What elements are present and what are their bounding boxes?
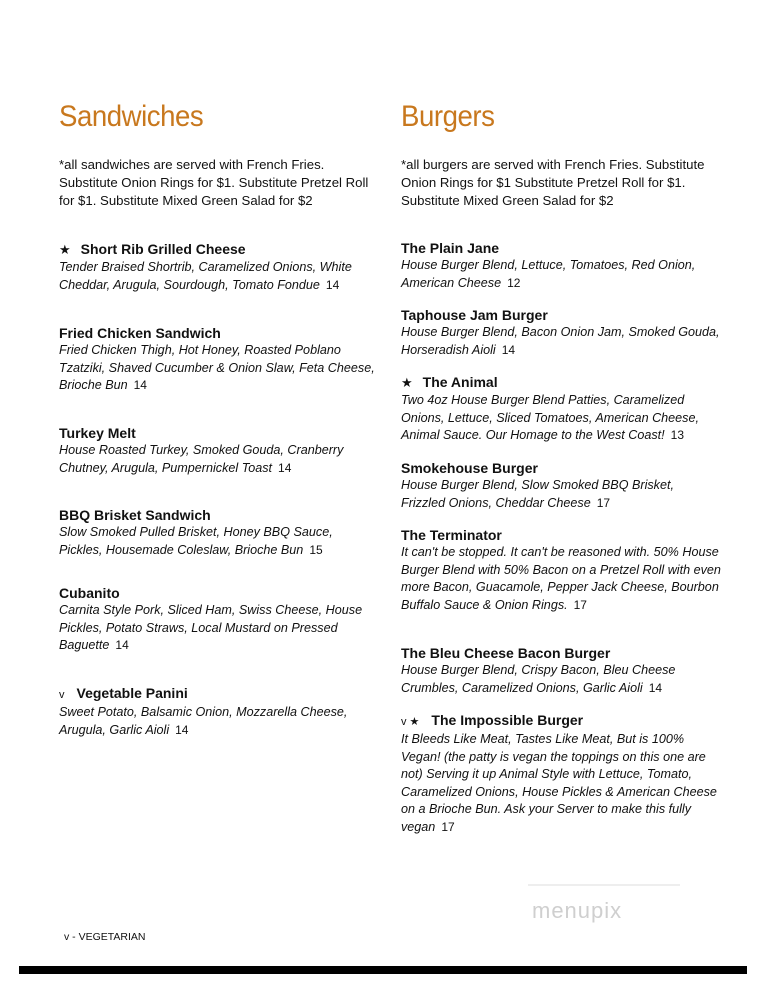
- item-price: 12: [507, 275, 521, 290]
- item-price: 17: [573, 597, 587, 612]
- star-icon: ★: [59, 242, 71, 257]
- item-title: Smokehouse Burger: [401, 460, 538, 476]
- sandwiches-note: *all sandwiches are served with French Fries. Substitute Onion Rings for $1. Substitute Pretzel Roll for $1. Substitute Mixed Green Salad for $2: [59, 157, 369, 208]
- menu-item-short-rib-grilled-cheese: [59, 240, 377, 294]
- item-description: House Burger Blend, Crispy Bacon, Bleu Cheese Crumbles, Caramelized Onions, Garlic Aioli: [401, 663, 676, 695]
- item-description: Carnita Style Pork, Sliced Ham, Swiss Cheese, House Pickles, Potato Straws, Local Mustard on Pressed Baguette: [59, 603, 363, 652]
- item-price: 17: [596, 495, 611, 510]
- menu-item-the-plain-jane: [401, 239, 721, 292]
- menu-item-the-terminator: [401, 526, 721, 614]
- item-price: 14: [325, 277, 340, 292]
- item-description: Slow Smoked Pulled Brisket, Honey BBQ Sauce, Pickles, Housemade Coleslaw, Brioche Bun: [59, 525, 333, 557]
- item-title: Vegetable Panini: [76, 685, 188, 701]
- menu-item-bbq-brisket-sandwich: [59, 506, 377, 559]
- item-price: 14: [115, 638, 129, 652]
- item-title: BBQ Brisket Sandwich: [59, 507, 211, 523]
- sandwiches-section: [59, 100, 377, 737]
- menu-item-cubanito: [59, 584, 377, 655]
- vegetarian-star-icon: v ★: [401, 716, 420, 728]
- menu-item-the-bleu-cheese-bacon-burger: [401, 644, 721, 697]
- item-title: The Impossible Burger: [431, 712, 584, 728]
- menu-item-the-animal: [401, 373, 721, 445]
- star-icon: ★: [401, 375, 413, 390]
- menu-item-fried-chicken-sandwich: [59, 324, 377, 395]
- item-description: Sweet Potato, Balsamic Onion, Mozzarella Cheese, Arugula, Garlic Aioli: [59, 705, 348, 737]
- menu-item-turkey-melt: [59, 424, 377, 477]
- legend-text: - VEGETARIAN: [72, 931, 146, 943]
- item-description: It Bleeds Like Meat, Tastes Like Meat, But is 100% Vegan! (the patty is vegan the toppings on this one are not) Serving it up Animal Style with Lettuce, Tomato, Caramelized Onions, House Pickles & American Cheese on a Brioche Bun. Ask your Server to make this fully vegan: [401, 732, 717, 834]
- item-title: Fried Chicken Sandwich: [59, 325, 221, 341]
- item-price: 14: [175, 722, 189, 737]
- item-title: Taphouse Jam Burger: [401, 307, 548, 323]
- item-description: House Roasted Turkey, Smoked Gouda, Cranberry Chutney, Arugula, Pumpernickel Toast: [59, 443, 344, 475]
- sandwiches-heading: Sandwiches: [59, 100, 204, 133]
- item-title: The Plain Jane: [401, 240, 500, 256]
- burgers-note: *all burgers are served with French Fries. Substitute Onion Rings for $1 Substitute Pretzel Roll for $1. Substitute Mixed Green Salad for $2: [401, 157, 705, 208]
- item-price: 14: [133, 378, 147, 392]
- item-description: House Burger Blend, Lettuce, Tomatoes, Red Onion, American Cheese: [401, 258, 696, 290]
- item-description: House Burger Blend, Bacon Onion Jam, Smoked Gouda, Horseradish Aioli: [401, 325, 720, 357]
- item-description: Tender Braised Shortrib, Caramelized Onions, White Cheddar, Arugula, Sourdough, Tomato Fondue: [59, 260, 352, 292]
- vegetarian-icon: v: [64, 931, 70, 943]
- item-title: The Bleu Cheese Bacon Burger: [401, 645, 611, 661]
- item-price: 14: [501, 342, 516, 357]
- vegetarian-icon: v: [59, 689, 65, 701]
- burgers-heading: Burgers: [401, 100, 495, 133]
- watermark-logo: menupix: [532, 898, 623, 923]
- watermark-divider: [528, 884, 680, 886]
- legend: [64, 931, 146, 943]
- burgers-section: [401, 100, 721, 834]
- item-title: Turkey Melt: [59, 425, 136, 441]
- item-title: The Animal: [422, 374, 498, 390]
- item-description: Fried Chicken Thigh, Hot Honey, Roasted Poblano Tzatziki, Shaved Cucumber & Onion Slaw, Feta Cheese, Brioche Bun: [59, 343, 375, 392]
- footer-bar: [19, 966, 747, 974]
- item-title: Short Rib Grilled Cheese: [80, 241, 246, 257]
- item-price: 15: [309, 542, 323, 557]
- item-title: Cubanito: [59, 585, 120, 601]
- item-price: 14: [648, 680, 663, 695]
- item-description: House Burger Blend, Slow Smoked BBQ Brisket, Frizzled Onions, Cheddar Cheese: [401, 478, 674, 510]
- menu-item-taphouse-jam-burger: [401, 306, 721, 359]
- item-title: The Terminator: [401, 527, 502, 543]
- item-description: Two 4oz House Burger Blend Patties, Caramelized Onions, Lettuce, Sliced Tomatoes, American Cheese, Animal Sauce. Our Homage to the West Coast!: [401, 393, 699, 442]
- menu-item-smokehouse-burger: [401, 459, 721, 512]
- menu-item-vegetable-panini: [59, 684, 377, 739]
- menu-item-the-impossible-burger: [401, 711, 721, 836]
- item-description: It can't be stopped. It can't be reasoned with. 50% House Burger Blend with 50% Bacon on a Pretzel Roll with even more Bacon, Guacamole, Pepper Jack Cheese, Bourbon Buffalo Sauce & Onion Rings.: [401, 545, 721, 612]
- item-price: 13: [670, 428, 685, 442]
- item-price: 14: [278, 460, 292, 475]
- item-price: 17: [441, 819, 455, 834]
